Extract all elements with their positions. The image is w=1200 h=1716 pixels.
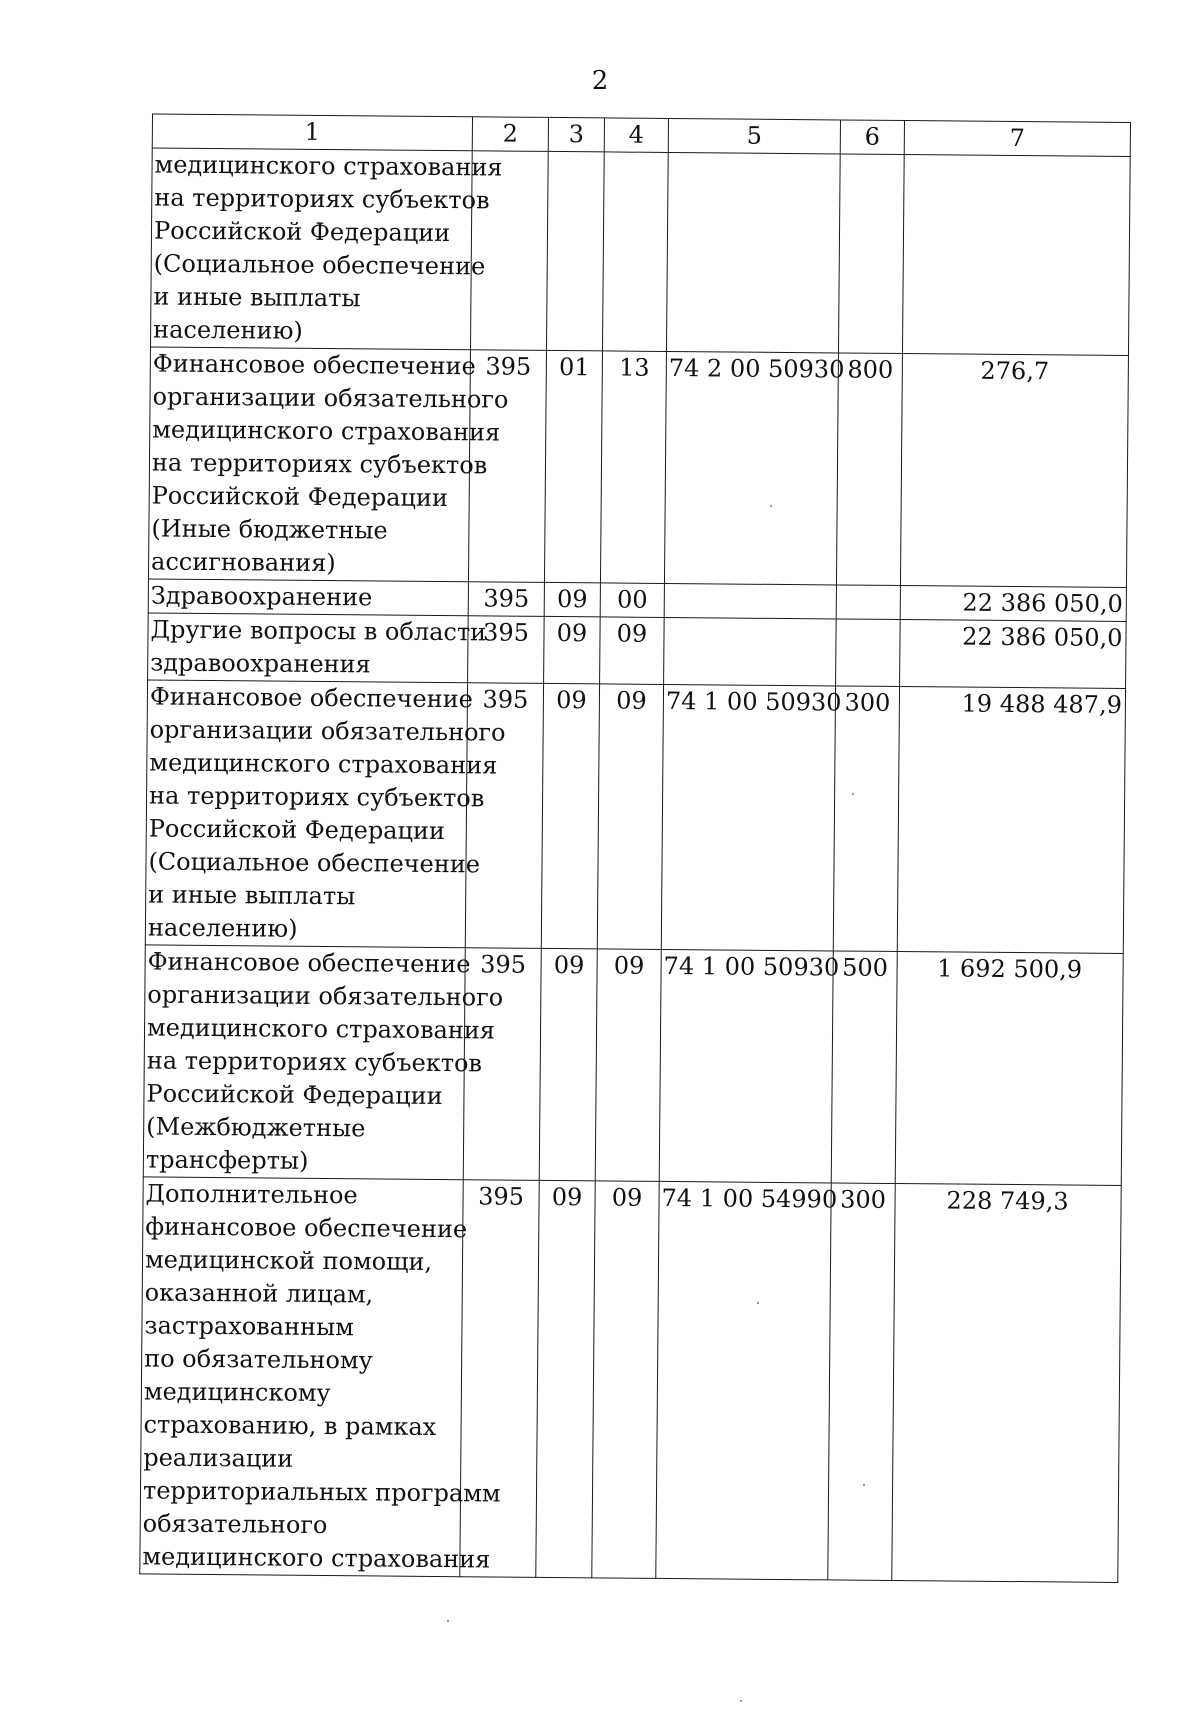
subsection-code-cell: 13 [600, 351, 666, 584]
name-line: и иные выплаты [148, 880, 356, 911]
target-article-cell: 74 1 00 50930 [659, 949, 833, 1182]
name-line: (Социальное обеспечение [148, 847, 481, 879]
name-line: (Межбюджетные [146, 1112, 366, 1143]
name-line: на территориях субъектов [154, 183, 490, 215]
section-code-cell: 09 [536, 1180, 595, 1577]
ministry-code-cell: 395 [465, 683, 543, 949]
name-line: Финансовое обеспечение [147, 947, 471, 979]
subsection-code-cell: 09 [600, 617, 665, 685]
section-code-cell [546, 151, 604, 350]
section-code-cell: 09 [544, 616, 601, 683]
target-article-cell [666, 152, 840, 352]
target-article-cell: 74 1 00 50930 [661, 684, 835, 950]
ministry-code-cell: 395 [460, 1180, 539, 1578]
name-line: обязательного [142, 1509, 328, 1540]
ministry-code-cell: 395 [468, 616, 545, 684]
row-name-cell [150, 148, 503, 350]
target-article-cell: 74 2 00 50930 [664, 351, 838, 584]
expense-type-cell: 800 [836, 353, 902, 586]
expense-type-cell [836, 585, 900, 620]
name-line: Российской Федерации [153, 216, 451, 248]
name-line: организации обязательного [147, 980, 504, 1012]
expense-type-cell: 300 [833, 686, 899, 952]
amount-cell: 19 488 487,9 [897, 687, 1125, 954]
name-line: реализации [143, 1443, 294, 1473]
target-article-cell [664, 617, 837, 685]
expense-type-cell [838, 154, 904, 354]
name-line: трансферты) [145, 1145, 309, 1175]
scan-speck [770, 505, 772, 507]
amount-cell: 22 386 050,0 [900, 586, 1126, 622]
name-line: медицинскому [143, 1377, 331, 1408]
name-line: на территориях субъектов [146, 1046, 483, 1078]
name-line: (Социальное обеспечение [153, 249, 486, 281]
name-line: на территориях субъектов [151, 448, 488, 480]
name-line: застрахованным [144, 1311, 354, 1342]
section-code-cell: 09 [544, 582, 600, 616]
header-col-6: 6 [840, 120, 904, 155]
name-line: Финансовое обеспечение [149, 682, 473, 714]
table-row [148, 613, 1127, 689]
table-row [143, 945, 1123, 1186]
name-line: Другие вопросы в области [150, 615, 487, 647]
section-code-cell: 01 [544, 350, 602, 582]
name-line: Финансовое обеспечение [152, 349, 476, 381]
budget-table [139, 113, 1131, 1582]
name-line: населению) [147, 913, 298, 943]
row-name-cell [148, 613, 487, 683]
amount-cell: 22 386 050,0 [900, 620, 1127, 689]
table-row [150, 148, 1130, 356]
name-line: финансовое обеспечение [145, 1212, 468, 1244]
name-line: медицинского страхования [146, 1013, 496, 1045]
table-row [148, 347, 1128, 588]
name-line: оказанной лицам, [144, 1278, 374, 1309]
expense-type-cell [836, 619, 901, 687]
expense-type-cell: 300 [828, 1183, 895, 1581]
name-line: здравоохранения [150, 648, 371, 679]
name-line: организации обязательного [152, 382, 509, 414]
name-line: населению) [153, 315, 303, 345]
name-line: медицинского страхования [142, 1542, 491, 1574]
row-name-cell [140, 1177, 501, 1577]
scan-speck [757, 1302, 759, 1304]
target-article-cell [664, 583, 836, 618]
name-line: по обязательному [144, 1344, 373, 1375]
amount-cell [902, 155, 1130, 356]
name-line: (Иные бюджетные [151, 514, 388, 545]
amount-cell: 276,7 [900, 354, 1128, 588]
ministry-code-cell: 395 [468, 582, 544, 617]
expense-type-cell: 500 [831, 951, 897, 1184]
table-row [145, 680, 1125, 954]
budget-table-container [139, 113, 1130, 1582]
amount-cell: 228 749,3 [892, 1183, 1121, 1582]
target-article-cell: 74 1 00 54990 [656, 1181, 831, 1579]
header-col-7: 7 [904, 121, 1130, 157]
subsection-code-cell: 09 [597, 684, 663, 950]
subsection-code-cell [602, 152, 668, 352]
name-line: Дополнительное [145, 1179, 358, 1210]
scan-speck [740, 1700, 742, 1702]
ministry-code-cell: 395 [468, 350, 546, 583]
name-line: Здравоохранение [150, 581, 373, 612]
subsection-code-cell: 00 [600, 583, 664, 618]
name-line: организации обязательного [149, 715, 506, 747]
name-line: Российской Федерации [146, 1079, 443, 1111]
name-line: Российской Федерации [148, 814, 446, 846]
header-col-3: 3 [548, 117, 604, 151]
section-code-cell: 09 [539, 948, 597, 1180]
name-line: медицинского страхования [154, 150, 503, 182]
header-col-1: 1 [152, 114, 472, 151]
name-line: ассигнования) [151, 547, 336, 578]
header-col-4: 4 [604, 118, 668, 153]
name-line: Российской Федерации [151, 481, 449, 513]
name-line: на территориях субъектов [148, 781, 485, 813]
ministry-code-cell: 395 [463, 948, 541, 1181]
row-name-cell [148, 579, 468, 616]
header-col-2: 2 [472, 117, 548, 152]
name-line: страхованию, в рамках [143, 1410, 437, 1441]
page-number: 2 [591, 66, 609, 96]
header-col-5: 5 [668, 118, 840, 153]
scan-speck [852, 793, 854, 795]
subsection-code-cell: 09 [592, 1181, 659, 1579]
name-line: и иные выплаты [153, 282, 361, 313]
scan-speck [863, 1484, 865, 1486]
table-row [140, 1177, 1121, 1583]
scan-speck [447, 1620, 449, 1622]
name-line: медицинского страхования [152, 415, 501, 447]
name-line: медицинской помощи, [144, 1245, 433, 1276]
section-code-cell: 09 [541, 683, 599, 948]
subsection-code-cell: 09 [595, 949, 661, 1182]
name-line: территориальных программ [142, 1476, 501, 1508]
amount-cell: 1 692 500,9 [895, 952, 1123, 1186]
name-line: медицинского страхования [149, 748, 498, 780]
